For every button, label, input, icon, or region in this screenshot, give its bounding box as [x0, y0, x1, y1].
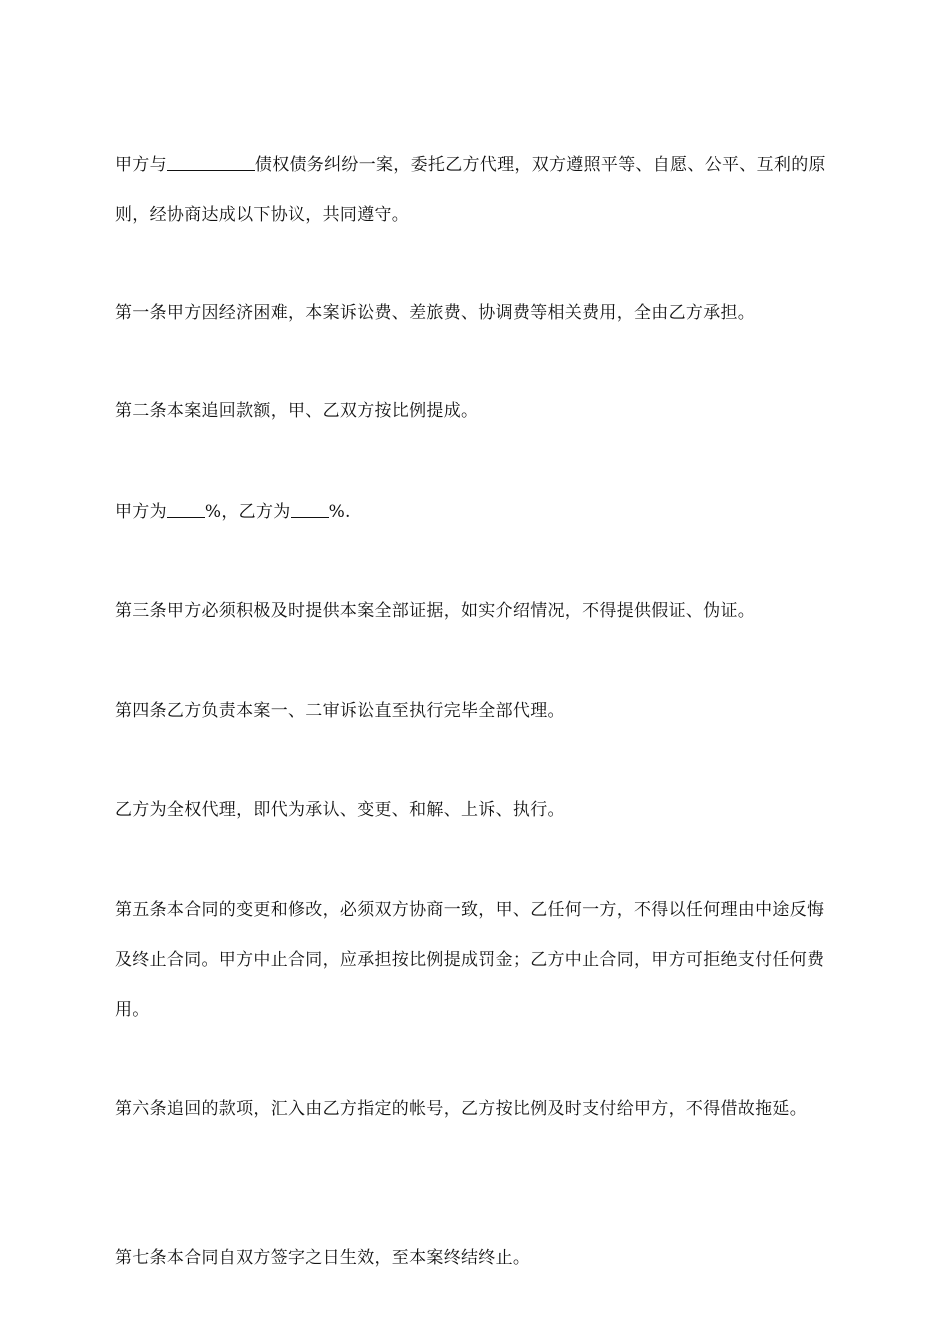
intro-text-after: 债权债务纠纷一案，委托乙方代理，双方遵照平等、自愿、公平、互利的原则，经协商达成以下协议，共同遵守。	[115, 155, 826, 225]
article-4-paragraph: 第四条乙方负责本案一、二审诉讼直至执行完毕全部代理。	[115, 701, 565, 721]
article-7-paragraph: 第七条本合同自双方签字之日生效，至本案终结终止。	[115, 1248, 531, 1268]
ratio-end: %.	[328, 502, 351, 522]
ratio-party-a-blank	[167, 501, 205, 518]
article-5-paragraph: 第五条本合同的变更和修改，必须双方协商一致，甲、乙任何一方，不得以任何理由中途反悔及终止合同。甲方中止合同，应承担按比例提成罚金；乙方中止合同，甲方可拒绝支付任何费用。	[115, 900, 825, 1020]
party-name-blank	[167, 154, 255, 171]
article-3-paragraph: 第三条甲方必须积极及时提供本案全部证据，如实介绍情况，不得提供假证、伪证。	[115, 601, 756, 621]
ratio-party-b-label: %，乙方为	[204, 502, 291, 522]
ratio-party-a-label: 甲方为	[115, 502, 167, 522]
article-4-extra-paragraph: 乙方为全权代理，即代为承认、变更、和解、上诉、执行。	[115, 800, 565, 820]
article-6-paragraph: 第六条追回的款项，汇入由乙方指定的帐号，乙方按比例及时支付给甲方，不得借故拖延。	[115, 1099, 807, 1119]
intro-paragraph	[115, 140, 840, 240]
intro-text-before: 甲方与	[115, 155, 167, 175]
ratio-paragraph	[115, 487, 840, 537]
article-2-paragraph: 第二条本案追回款额，甲、乙双方按比例提成。	[115, 401, 479, 421]
article-1-paragraph: 第一条甲方因经济困难，本案诉讼费、差旅费、协调费等相关费用，全由乙方承担。	[115, 303, 756, 323]
ratio-party-b-blank	[291, 501, 329, 518]
